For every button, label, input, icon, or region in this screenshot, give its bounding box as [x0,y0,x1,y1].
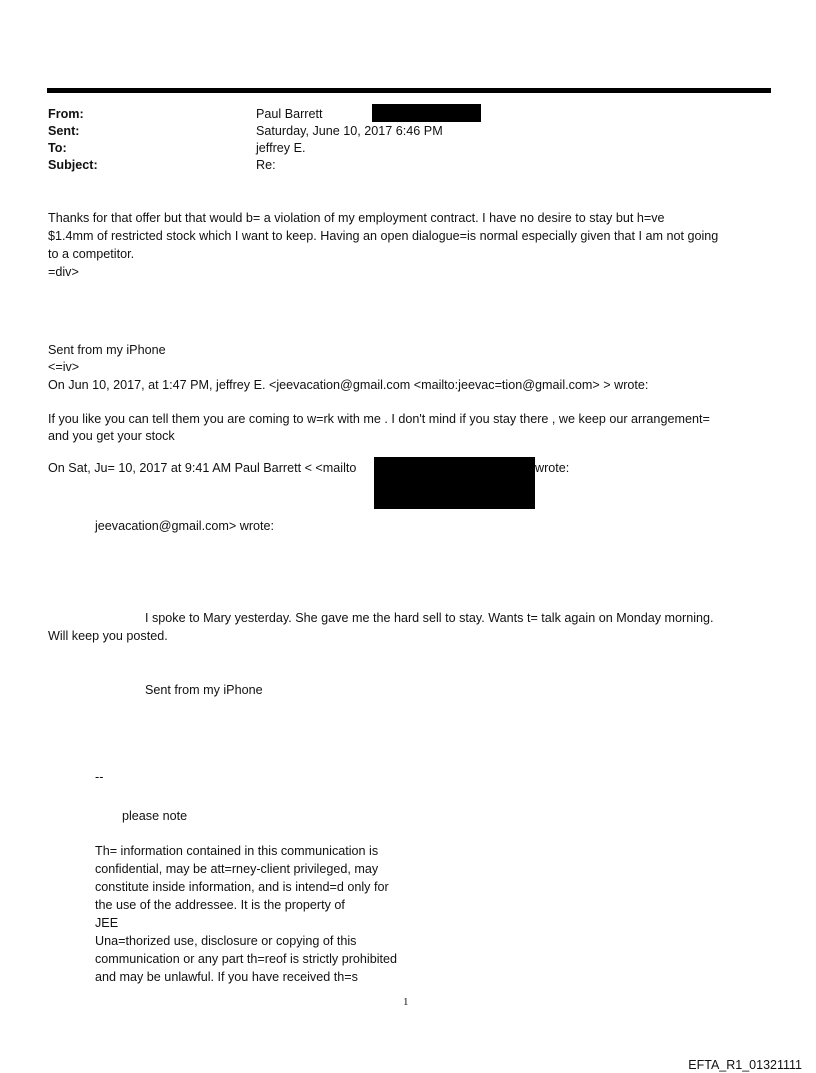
sent-label: Sent: [48,124,80,138]
body-line: <=iv> [48,360,80,374]
subject-value: Re: [256,158,276,172]
body-line: $1.4mm of restricted stock which I want to keep. Having an open dialogue=is normal especially given that I am not going [48,229,719,243]
quote-line: and you get your stock [48,429,175,443]
quote-line: Will keep you posted. [48,629,168,643]
disclaimer-line: JEE [95,916,119,930]
document-id: EFTA_R1_01321111 [688,1058,802,1072]
disclaimer-line: communication or any part th=reof is strictly prohibited [95,952,398,966]
body-line: =div> [48,265,79,279]
header-rule [47,88,771,93]
body-line: Thanks for that offer but that would b= a violation of my employment contract. I have no desire to stay but h=ve [48,211,665,225]
to-value: jeffrey E. [256,141,306,155]
signature: Sent from my iPhone [145,683,263,697]
from-value: Paul Barrett [256,107,323,121]
body-line: to a competitor. [48,247,135,261]
signature-separator: -- [95,770,104,784]
quote-header: On Sat, Ju= 10, 2017 at 9:41 AM Paul Barrett < <mailto [48,461,357,475]
disclaimer-line: and may be unlawful. If you have received th=s [95,970,358,984]
disclaimer-line: constitute inside information, and is intend=d only for [95,880,389,894]
disclaimer-line: Una=thorized use, disclosure or copying of this [95,934,357,948]
quote-line: I spoke to Mary yesterday. She gave me the hard sell to stay. Wants t= talk again on Monday morning. [145,611,714,625]
please-note: please note [122,809,188,823]
quote-line: jeevacation@gmail.com> wrote: [95,519,275,533]
signature: Sent from my iPhone [48,343,166,357]
from-label: From: [48,107,84,121]
sent-value: Saturday, June 10, 2017 6:46 PM [256,124,443,138]
disclaimer-line: confidential, may be att=rney-client privileged, may [95,862,379,876]
redaction-box [372,104,481,122]
page-number: 1 [403,996,409,1008]
quote-header: On Jun 10, 2017, at 1:47 PM, jeffrey E. <jeevacation@gmail.com <mailto:jeevac=tion@gmail.com> > wrote: [48,378,649,392]
quote-header-end: wrote: [535,461,570,475]
disclaimer-line: Th= information contained in this communication is [95,844,379,858]
redaction-box [374,457,535,509]
subject-label: Subject: [48,158,98,172]
to-label: To: [48,141,67,155]
disclaimer-line: the use of the addressee. It is the property of [95,898,345,912]
quote-line: If you like you can tell them you are coming to w=rk with me . I don't mind if you stay there , we keep our arrangement= [48,412,710,426]
